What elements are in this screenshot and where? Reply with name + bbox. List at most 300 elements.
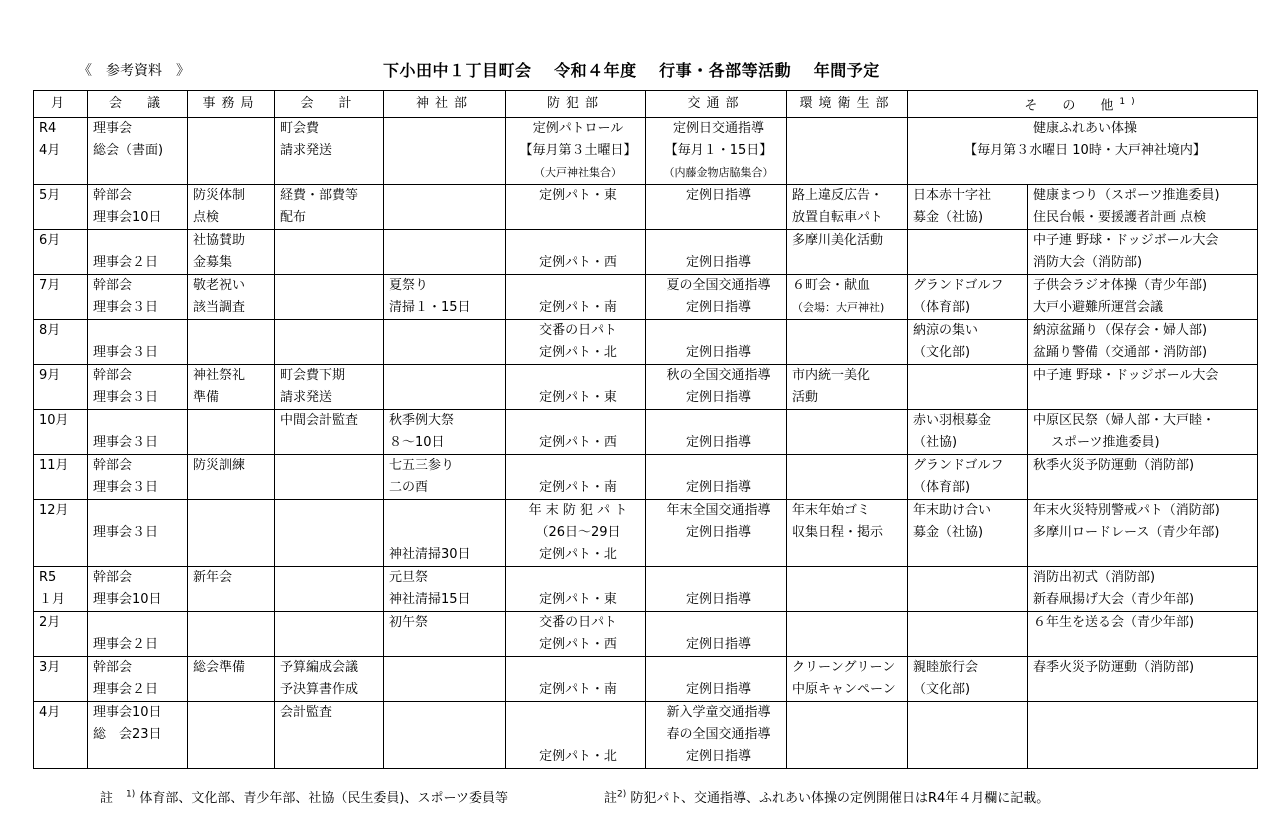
cell-month	[34, 455, 88, 500]
cell-line	[39, 432, 87, 454]
cell-line: 多摩川ロードレース（青少年部)	[1033, 525, 1220, 541]
cell-line	[39, 207, 87, 229]
cell-traffic	[646, 230, 787, 275]
cell-line: 収集日程・掲示	[792, 525, 884, 541]
cell-env	[787, 612, 908, 657]
cell-line: 総会（書面)	[93, 143, 164, 159]
cell-other1	[908, 702, 1028, 769]
cell-line	[193, 544, 274, 566]
cell-line: 定例日指導	[685, 435, 751, 451]
cell-accounting	[275, 275, 384, 320]
cell-line	[1033, 679, 1257, 701]
cell-line: （文化部)	[913, 345, 971, 361]
cell-line: 定例パトロール	[532, 121, 624, 137]
cell-line	[93, 544, 187, 566]
cell-other1	[908, 410, 1028, 455]
cell-office	[188, 657, 275, 702]
cell-line	[792, 702, 907, 724]
cell-line	[389, 185, 505, 207]
cell-line: 理事会	[93, 121, 133, 137]
cell-traffic	[646, 500, 787, 567]
cell-line	[913, 702, 1027, 724]
cell-traffic	[646, 612, 787, 657]
cell-line: 8月	[39, 323, 61, 339]
cell-line: 定例日指導	[685, 300, 751, 316]
cell-crime	[506, 612, 646, 657]
cell-line: 【毎月第３水曜日 10時・大戸神社境内】	[964, 143, 1206, 159]
cell-other1	[908, 230, 1028, 275]
cell-line	[792, 252, 907, 274]
cell-line: 中子連 野球・ドッジボール大会	[1033, 368, 1219, 384]
cell-line: 日本赤十字社	[913, 188, 992, 204]
cell-line	[193, 522, 274, 544]
cell-line	[792, 567, 907, 589]
cell-env	[787, 230, 908, 275]
cell-line: 定例日指導	[685, 188, 751, 204]
cell-line: 神社清掃30日	[389, 547, 471, 563]
cell-line	[792, 634, 907, 656]
cell-line	[792, 589, 907, 611]
cell-line	[792, 432, 907, 454]
cell-line: 理事会２日	[93, 682, 159, 698]
table-row	[34, 230, 1258, 275]
cell-line	[389, 679, 505, 701]
cell-line	[389, 500, 505, 522]
cell-traffic	[646, 320, 787, 365]
cell-line: 幹部会	[93, 278, 133, 294]
cell-month	[34, 230, 88, 275]
cell-line	[389, 657, 505, 679]
cell-line: 住民台帳・要援護者計画 点検	[1033, 210, 1207, 226]
cell-line: 準備	[193, 390, 220, 406]
cell-line	[792, 342, 907, 364]
cell-line: 定例日指導	[685, 255, 751, 271]
cell-line	[193, 477, 274, 499]
cell-line: 町会費	[280, 121, 320, 137]
cell-other1	[908, 567, 1028, 612]
cell-traffic	[646, 410, 787, 455]
cell-line: 大戸小避難所運営会議	[1033, 300, 1164, 316]
cell-other2	[1028, 612, 1258, 657]
cell-line	[193, 342, 274, 364]
cell-line	[39, 522, 87, 544]
cell-line: 元旦祭	[389, 570, 429, 586]
cell-line: 募金（社協)	[913, 210, 984, 226]
cell-line	[193, 410, 274, 432]
cell-month	[34, 275, 88, 320]
cell-line	[280, 612, 383, 634]
cell-line: 敬老祝い	[193, 278, 246, 294]
cell-line: 夏の全国交通指導	[666, 278, 771, 294]
cell-line	[389, 702, 505, 724]
header-shrine: 神社部	[384, 91, 506, 118]
cell-other1	[908, 657, 1028, 702]
cell-line: 子供会ラジオ体操（青少年部)	[1033, 278, 1208, 294]
cell-accounting	[275, 185, 384, 230]
cell-line: 理事会３日	[93, 390, 159, 406]
cell-line	[389, 724, 505, 746]
cell-line: 4月	[39, 143, 61, 159]
cell-line: 防災体制	[193, 188, 246, 204]
cell-line	[39, 252, 87, 274]
cell-line: 定例日指導	[685, 480, 751, 496]
cell-line	[193, 589, 274, 611]
cell-accounting	[275, 455, 384, 500]
cell-line: 請求発送	[280, 390, 333, 406]
header-environment: 環境衛生部	[787, 91, 908, 118]
cell-line	[39, 297, 87, 319]
cell-line	[511, 275, 645, 297]
cell-line: 中原区民祭（婦人部・大戸睦・	[1033, 413, 1216, 429]
cell-month	[34, 612, 88, 657]
cell-line: 予算編成会議	[280, 660, 359, 676]
cell-line: 秋季例大祭	[389, 413, 455, 429]
footnote-1: 註 $^{1)}$ 体育部、文化部、青少年部、社協（民生委員)、スポーツ委員等	[100, 789, 508, 806]
cell-line	[913, 567, 1027, 589]
header-other: そ の 他$^{1)}$	[908, 91, 1258, 118]
cell-crime	[506, 410, 646, 455]
cell-line	[93, 500, 187, 522]
cell-line: 赤い羽根募金	[913, 413, 992, 429]
cell-line: 納涼の集い	[913, 323, 979, 339]
cell-line: 定例パト・東	[539, 188, 617, 204]
cell-line	[39, 342, 87, 364]
cell-env	[787, 118, 908, 185]
cell-month	[34, 185, 88, 230]
table-row	[34, 185, 1258, 230]
cell-line: 年末全国交通指導	[666, 503, 771, 519]
cell-line: 活動	[792, 390, 819, 406]
cell-office	[188, 567, 275, 612]
cell-line: 理事会２日	[93, 637, 159, 653]
cell-line	[651, 657, 786, 679]
cell-line: 消防大会（消防部)	[1033, 255, 1143, 271]
header-office: 事務局	[188, 91, 275, 118]
cell-accounting	[275, 567, 384, 612]
cell-line	[193, 634, 274, 656]
cell-line: （会場：大戸神社)	[792, 301, 885, 315]
cell-other1	[908, 365, 1028, 410]
cell-line: 金募集	[193, 255, 233, 271]
cell-line: 経費・部費等	[280, 188, 359, 204]
cell-other2	[1028, 455, 1258, 500]
cell-meeting	[88, 185, 188, 230]
cell-env	[787, 657, 908, 702]
cell-shrine	[384, 657, 506, 702]
cell-env	[787, 185, 908, 230]
cell-line	[280, 252, 383, 274]
cell-meeting	[88, 320, 188, 365]
cell-month	[34, 567, 88, 612]
cell-traffic	[646, 455, 787, 500]
cell-line	[39, 746, 87, 768]
cell-shrine	[384, 365, 506, 410]
cell-line	[193, 432, 274, 454]
cell-line: 町会費下期	[280, 368, 346, 384]
cell-shrine	[384, 118, 506, 185]
cell-line: 定例日指導	[685, 749, 751, 765]
cell-line: 理事会３日	[93, 300, 159, 316]
cell-other1	[908, 500, 1028, 567]
cell-line: スポーツ推進委員)	[1051, 435, 1160, 451]
cell-office	[188, 612, 275, 657]
cell-line: （内藤金物店脇集合）	[663, 166, 774, 180]
cell-accounting	[275, 612, 384, 657]
cell-line	[39, 634, 87, 656]
cell-other2	[1028, 500, 1258, 567]
cell-env	[787, 320, 908, 365]
cell-line: 定例パト・北	[539, 547, 617, 563]
table-row	[34, 118, 1258, 185]
cell-line: 中間会計監査	[280, 413, 359, 429]
cell-line	[913, 544, 1027, 566]
cell-office	[188, 455, 275, 500]
cell-line	[792, 724, 907, 746]
cell-line: （体育部)	[913, 480, 971, 496]
table-row	[34, 567, 1258, 612]
cell-line	[389, 522, 505, 544]
cell-line	[389, 342, 505, 364]
cell-line: 理事会３日	[93, 525, 159, 541]
cell-shrine	[384, 455, 506, 500]
cell-accounting	[275, 500, 384, 567]
cell-line: 定例パト・東	[539, 390, 617, 406]
cell-office	[188, 118, 275, 185]
cell-accounting	[275, 230, 384, 275]
cell-shrine	[384, 567, 506, 612]
table-row	[34, 410, 1258, 455]
cell-line: 理事会10日	[93, 592, 162, 608]
cell-line	[280, 297, 383, 319]
cell-line	[193, 746, 274, 768]
cell-line: 健康まつり（スポーツ推進委員)	[1033, 188, 1220, 204]
cell-accounting	[275, 410, 384, 455]
cell-meeting	[88, 500, 188, 567]
cell-line: 幹部会	[93, 660, 133, 676]
cell-line	[1033, 477, 1257, 499]
cell-other2	[1028, 275, 1258, 320]
cell-line: 社協賛助	[193, 233, 246, 249]
table-row	[34, 612, 1258, 657]
header-traffic: 交通部	[646, 91, 787, 118]
cell-shrine	[384, 275, 506, 320]
cell-office	[188, 320, 275, 365]
cell-crime	[506, 365, 646, 410]
cell-line: 年末火災特別警戒パト（消防部)	[1033, 503, 1220, 519]
cell-shrine	[384, 612, 506, 657]
cell-line	[193, 702, 274, 724]
cell-line	[651, 207, 786, 229]
cell-line	[511, 230, 645, 252]
cell-line: 定例パト・西	[539, 435, 617, 451]
cell-line	[1033, 634, 1257, 656]
cell-line	[389, 746, 505, 768]
cell-line: 交番の日パト	[539, 615, 617, 631]
cell-line: 理事会２日	[93, 255, 159, 271]
cell-line: ８～10日	[389, 435, 445, 451]
cell-line: 年末年始ゴミ	[792, 503, 871, 519]
cell-line: 6月	[39, 233, 61, 249]
cell-line	[39, 544, 87, 566]
cell-shrine	[384, 702, 506, 769]
cell-other2	[1028, 702, 1258, 769]
cell-month	[34, 657, 88, 702]
cell-line: 放置自転車パト	[792, 210, 883, 226]
cell-other2	[1028, 230, 1258, 275]
cell-other2	[1028, 567, 1258, 612]
table-row	[34, 455, 1258, 500]
cell-line	[792, 612, 907, 634]
cell-line	[280, 724, 383, 746]
cell-line: 定例パト・南	[539, 480, 617, 496]
cell-office	[188, 500, 275, 567]
cell-line	[389, 320, 505, 342]
cell-line: 神社清掃15日	[389, 592, 471, 608]
cell-line: 健康ふれあい体操	[1033, 121, 1138, 137]
cell-other2	[1028, 410, 1258, 455]
cell-meeting	[88, 275, 188, 320]
cell-accounting	[275, 702, 384, 769]
cell-line: 春の全国交通指導	[666, 727, 771, 743]
cell-other	[908, 118, 1258, 185]
cell-other2	[1028, 365, 1258, 410]
cell-line	[913, 589, 1027, 611]
cell-line: 理事会３日	[93, 345, 159, 361]
cell-line: 4月	[39, 705, 61, 721]
cell-line	[913, 746, 1027, 768]
header-month: 月	[34, 91, 88, 118]
cell-line: 親睦旅行会	[913, 660, 979, 676]
table-row	[34, 702, 1258, 769]
cell-line	[1033, 724, 1257, 746]
cell-line: R4	[39, 121, 57, 137]
cell-line: 定例日指導	[685, 525, 751, 541]
header-note-mark: 1)	[1119, 97, 1141, 107]
cell-traffic	[646, 185, 787, 230]
cell-line: 新年会	[193, 570, 233, 586]
cell-line	[511, 724, 645, 746]
cell-line: 秋の全国交通指導	[666, 368, 771, 384]
cell-line	[913, 230, 1027, 252]
cell-line: 定例パト・東	[539, 592, 617, 608]
cell-line: （26日～29日	[535, 525, 621, 541]
cell-traffic	[646, 702, 787, 769]
cell-line	[792, 746, 907, 768]
cell-line	[913, 612, 1027, 634]
cell-office	[188, 365, 275, 410]
cell-crime	[506, 702, 646, 769]
cell-line: 新春凧揚げ大会（青少年部)	[1033, 592, 1195, 608]
cell-line	[1033, 544, 1257, 566]
cell-line: 定例日指導	[685, 592, 751, 608]
cell-line: 定例パト・南	[539, 682, 617, 698]
cell-line	[511, 410, 645, 432]
cell-line: グランドゴルフ	[913, 278, 1004, 294]
cell-line	[93, 230, 187, 252]
cell-line	[913, 365, 1027, 387]
cell-line	[913, 634, 1027, 656]
cell-line	[792, 320, 907, 342]
cell-shrine	[384, 500, 506, 567]
cell-crime	[506, 118, 646, 185]
cell-line: 3月	[39, 660, 61, 676]
cell-line	[389, 252, 505, 274]
cell-meeting	[88, 702, 188, 769]
cell-line	[93, 612, 187, 634]
cell-line: 納涼盆踊り（保存会・婦人部)	[1033, 323, 1208, 339]
cell-line	[280, 320, 383, 342]
cell-line: 予決算書作成	[280, 682, 359, 698]
cell-line: 定例パト・北	[539, 749, 617, 765]
cell-other2	[1028, 185, 1258, 230]
annual-schedule-table	[33, 90, 1258, 769]
cell-line: 中子連 野球・ドッジボール大会	[1033, 233, 1219, 249]
cell-line	[511, 567, 645, 589]
cell-office	[188, 275, 275, 320]
cell-env	[787, 275, 908, 320]
cell-line: 盆踊り警備（交通部・消防部)	[1033, 345, 1208, 361]
cell-line	[651, 410, 786, 432]
cell-line: 【毎月１・15日】	[664, 143, 773, 159]
cell-line	[792, 544, 907, 566]
cell-line: 10月	[39, 413, 69, 429]
cell-line: 市内統一美化	[792, 368, 871, 384]
cell-meeting	[88, 612, 188, 657]
cell-other1	[908, 455, 1028, 500]
cell-month	[34, 500, 88, 567]
cell-line	[913, 252, 1027, 274]
cell-line	[389, 387, 505, 409]
cell-line: （大戸神社集合）	[534, 166, 622, 180]
cell-line	[193, 320, 274, 342]
cell-meeting	[88, 118, 188, 185]
cell-traffic	[646, 365, 787, 410]
cell-shrine	[384, 320, 506, 365]
table-row	[34, 365, 1258, 410]
cell-traffic	[646, 275, 787, 320]
cell-meeting	[88, 455, 188, 500]
cell-line: 新入学童交通指導	[666, 705, 771, 721]
cell-crime	[506, 567, 646, 612]
cell-line	[193, 140, 274, 162]
cell-other1	[908, 275, 1028, 320]
cell-line	[280, 634, 383, 656]
cell-line: 定例日交通指導	[672, 121, 764, 137]
cell-line: 消防出初式（消防部)	[1033, 570, 1156, 586]
cell-line	[651, 320, 786, 342]
cell-line	[39, 724, 87, 746]
cell-accounting	[275, 365, 384, 410]
cell-other1	[908, 320, 1028, 365]
cell-crime	[506, 320, 646, 365]
cell-office	[188, 185, 275, 230]
cell-env	[787, 410, 908, 455]
cell-line	[1033, 702, 1257, 724]
cell-line: R5	[39, 570, 57, 586]
cell-line: 定例日指導	[685, 390, 751, 406]
cell-meeting	[88, 410, 188, 455]
page-title: 下小田中１丁目町会 令和４年度 行事・各部等活動 年間予定	[383, 61, 880, 80]
cell-line: 幹部会	[93, 570, 133, 586]
cell-line	[193, 612, 274, 634]
cell-line: 理事会３日	[93, 480, 159, 496]
cell-line: 理事会３日	[93, 435, 159, 451]
cell-line	[651, 455, 786, 477]
cell-line	[280, 500, 383, 522]
cell-line: 定例日指導	[685, 682, 751, 698]
cell-line	[389, 365, 505, 387]
cell-line	[511, 657, 645, 679]
